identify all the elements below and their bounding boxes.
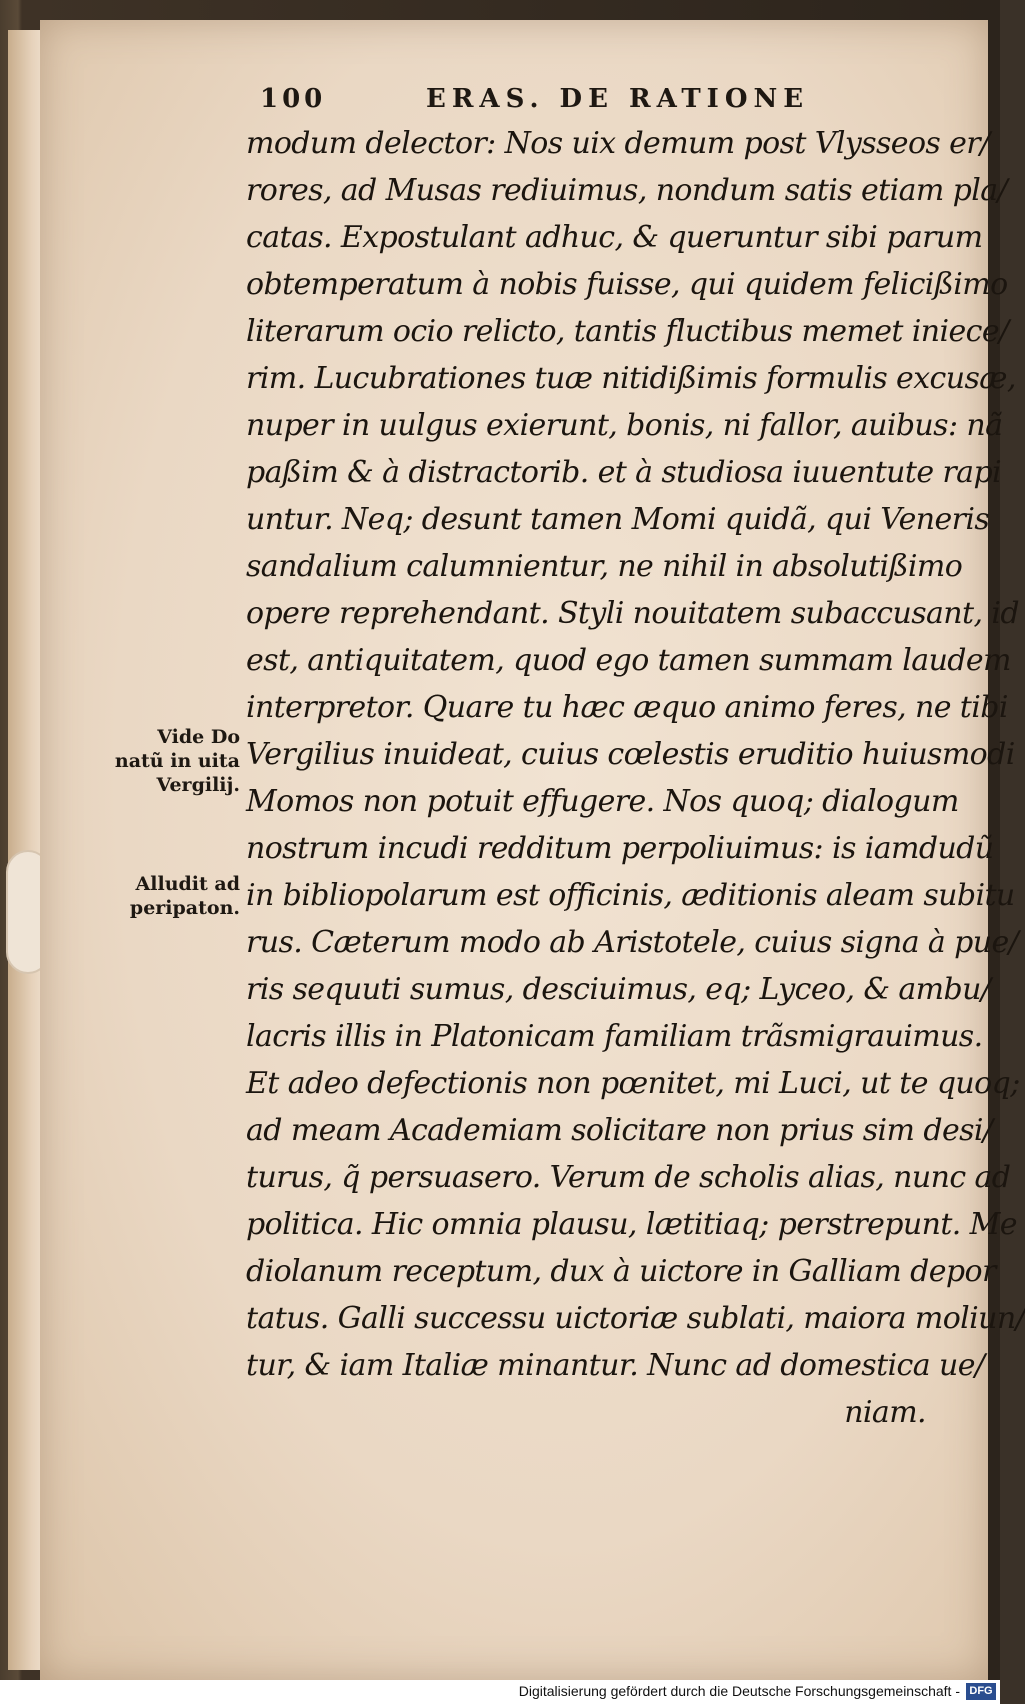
text-line: niam.: [844, 1395, 926, 1430]
text-line: literarum ocio relicto, tantis fluctibus memet iniece/: [246, 314, 1009, 349]
text-line: opere reprehendant. Styli nouitatem subaccusant, id: [246, 596, 1019, 631]
text-line: turus, q̃ persuasero. Verum de scholis alias, nunc ad: [246, 1160, 1011, 1195]
text-line: modum delector: Nos uix demum post Vlysseos er/: [246, 126, 990, 161]
text-line: ad meam Academiam solicitare non prius sim desi/: [246, 1113, 993, 1148]
digitization-footer: [0, 1680, 1000, 1704]
text-line: Vergilius inuideat, cuius cœlestis eruditio huiusmodi: [246, 737, 1015, 772]
text-line: untur. Neq; desunt tamen Momi quidã, qui Veneris: [246, 502, 990, 537]
text-line: est, antiquitatem, quod ego tamen summam laudem: [246, 643, 1011, 678]
text-line: rus. Cæterum modo ab Aristotele, cuius signa à pue/: [246, 925, 1019, 960]
text-line: tur, & iam Italiæ minantur. Nunc ad domestica ue/: [246, 1348, 985, 1383]
funding-credit: Digitalisierung gefördert durch die Deutsche Forschungsgemeinschaft -: [518, 1683, 960, 1699]
text-line: politica. Hic omnia plausu, lætitiaq; perstrepunt. Me: [246, 1207, 1017, 1242]
text-line: paßim & à distractorib. et à studiosa iuuentute rapi: [246, 455, 1002, 490]
text-line: Momos non potuit effugere. Nos quoq; dialogum: [246, 784, 959, 819]
text-line: lacris illis in Platonicam familiam trãsmigrauimus.: [246, 1019, 983, 1054]
text-line: obtemperatum à nobis fuisse, qui quidem felicißimo: [246, 267, 1008, 302]
text-line: nuper in uulgus exierunt, bonis, ni fallor, auibus: nã: [246, 408, 1003, 443]
page-number: 100: [260, 84, 327, 114]
margin-note-peripaton: Alludit ad peripaton.: [129, 873, 240, 919]
text-line: tatus. Galli successu uictoriæ sublati, maiora moliun/: [246, 1301, 1025, 1336]
text-line: rores, ad Musas rediuimus, nondum satis etiam pla/: [246, 173, 1008, 208]
text-line: rim. Lucubrationes tuæ nitidißimis formulis excusæ,: [246, 361, 1016, 396]
text-line: in bibliopolarum est officinis, æditionis aleam subitu: [246, 878, 1015, 913]
running-title: ERAS. DE RATIONE: [426, 84, 810, 114]
text-line: Et adeo defectionis non pœnitet, mi Luci, ut te quoq;: [246, 1066, 1020, 1101]
text-line: diolanum receptum, dux à uictore in Galliam depor: [246, 1254, 996, 1289]
page-header: [260, 84, 960, 116]
text-line: catas. Expostulant adhuc, & queruntur sibi parum: [246, 220, 983, 255]
text-line: ris sequuti sumus, desciuimus, eq; Lyceo, & ambu/: [246, 972, 991, 1007]
margin-note-donatus: Vide Do natũ in uita Vergilij.: [114, 726, 240, 796]
text-line: nostrum incudi redditum perpoliuimus: is iamdudũ: [246, 831, 994, 866]
dfg-logo: DFG: [966, 1683, 996, 1700]
text-line: interpretor. Quare tu hæc æquo animo feres, ne tibi: [246, 690, 1008, 725]
text-line: sandalium calumnientur, ne nihil in absolutißimo: [246, 549, 963, 584]
body-text: [246, 120, 1025, 1436]
